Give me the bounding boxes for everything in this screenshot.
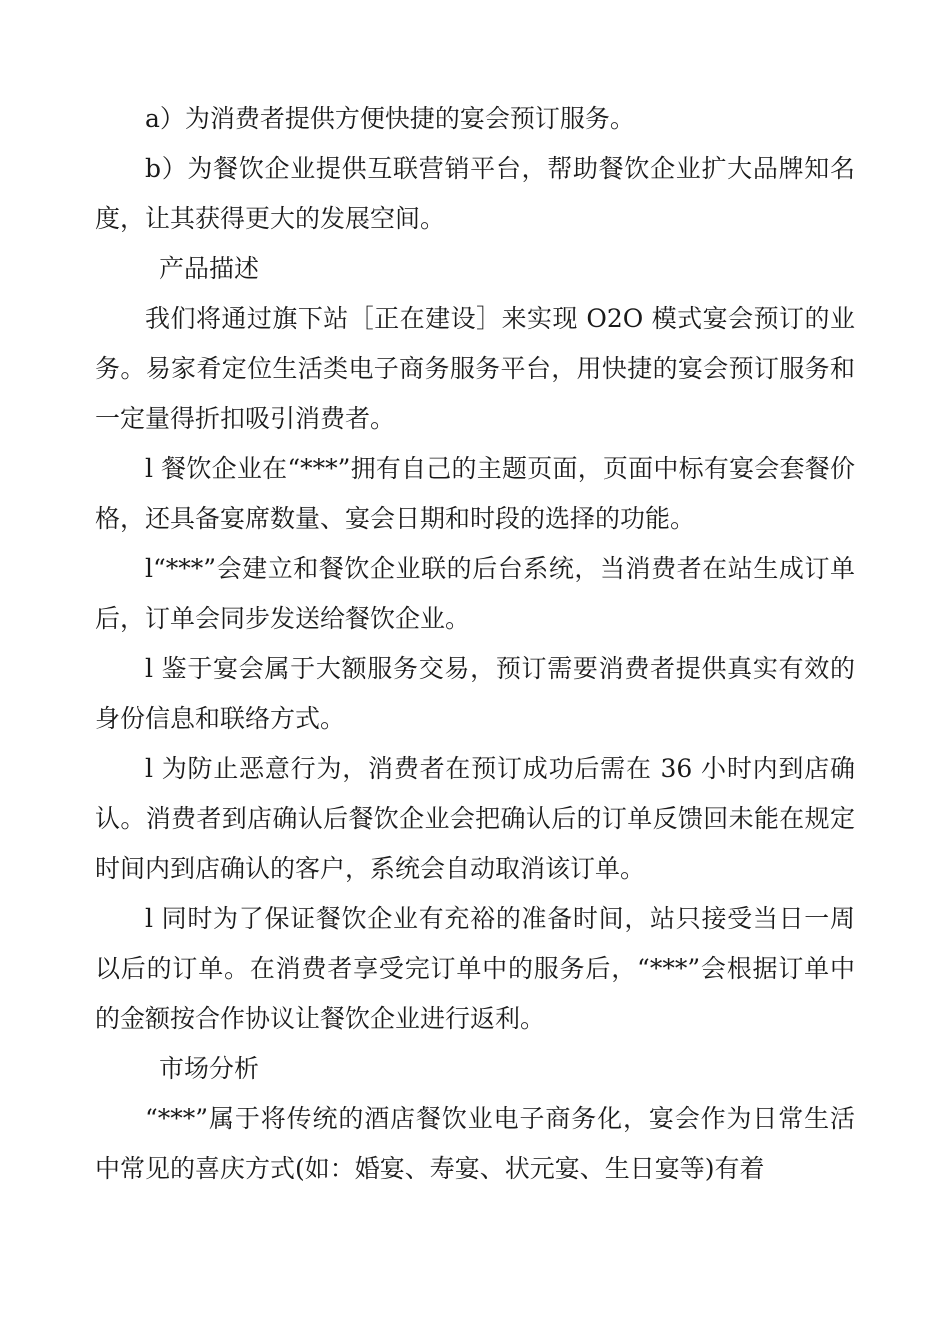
paragraph-goal-b: b）为餐饮企业提供互联营销平台，帮助餐饮企业扩大品牌知名度，让其获得更大的发展空间。 bbox=[95, 154, 855, 233]
section-heading-market-analysis: 市场分析 bbox=[159, 1054, 260, 1083]
paragraph-bullet-backend-system: l“***”会建立和餐饮企业联的后台系统，当消费者在站生成订单后，订单会同步发送给餐饮企业。 bbox=[95, 554, 855, 633]
paragraph-market-intro: “***”属于将传统的酒店餐饮业电子商务化，宴会作为日常生活中常见的喜庆方式(如：婚宴、寿宴、状元宴、生日宴等)有着 bbox=[95, 1104, 855, 1183]
paragraph-product-intro: 我们将通过旗下站［正在建设］来实现 O2O 模式宴会预订的业务。易家肴定位生活类电子商务服务平台，用快捷的宴会预订服务和一定量得折扣吸引消费者。 bbox=[95, 304, 855, 433]
section-heading-product-description: 产品描述 bbox=[159, 254, 260, 283]
document-body bbox=[95, 94, 855, 1194]
paragraph-bullet-rebate: l 同时为了保证餐饮企业有充裕的准备时间，站只接受当日一周以后的订单。在消费者享受完订单中的服务后，“***”会根据订单中的金额按合作协议让餐饮企业进行返利。 bbox=[95, 904, 855, 1033]
paragraph-bullet-confirmation: l 为防止恶意行为，消费者在预订成功后需在 36 小时内到店确认。消费者到店确认后餐饮企业会把确认后的订单反馈回未能在规定时间内到店确认的客户，系统会自动取消该订单。 bbox=[95, 754, 855, 883]
paragraph-bullet-identity-info: l 鉴于宴会属于大额服务交易，预订需要消费者提供真实有效的身份信息和联络方式。 bbox=[95, 654, 855, 733]
paragraph-bullet-theme-page: l 餐饮企业在“***”拥有自己的主题页面，页面中标有宴会套餐价格，还具备宴席数量、宴会日期和时段的选择的功能。 bbox=[95, 454, 855, 533]
paragraph-goal-a: a）为消费者提供方便快捷的宴会预订服务。 bbox=[145, 104, 635, 133]
